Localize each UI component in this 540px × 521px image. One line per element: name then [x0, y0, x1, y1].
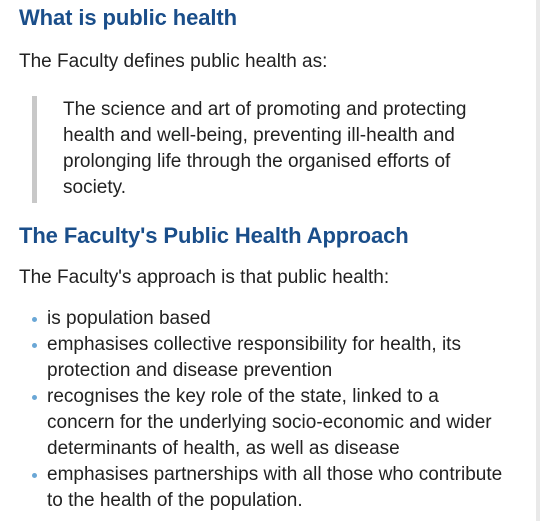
- list-item-text: recognises the key role of the state, linked to a concern for the underlying socio-economic and wider determinants of health, as well as disease: [47, 386, 492, 459]
- list-item: [25, 384, 505, 462]
- bullet-icon: [32, 317, 37, 322]
- list-item-text: emphasises collective responsibility for health, its protection and disease prevention: [47, 334, 461, 381]
- list-item: [25, 306, 505, 332]
- list-item: [25, 332, 505, 384]
- section-heading-what-is-public-health: What is public health: [19, 5, 237, 30]
- bullet-icon: [32, 343, 37, 348]
- approach-intro-paragraph: The Faculty's approach is that public health:: [19, 267, 390, 288]
- list-item-text: emphasises partnerships with all those who contribute to the health of the population.: [47, 464, 503, 511]
- bullet-icon: [32, 395, 37, 400]
- page-edge: [536, 0, 540, 521]
- definition-quote-text: The science and art of promoting and protecting health and well-being, preventing ill-health and prolonging life through the organised efforts of society.: [63, 99, 467, 198]
- section-heading-approach: The Faculty's Public Health Approach: [19, 223, 409, 248]
- definition-quote: [32, 96, 502, 203]
- list-item-text: is population based: [47, 308, 211, 329]
- intro-paragraph: The Faculty defines public health as:: [19, 51, 328, 72]
- list-item: [25, 462, 505, 514]
- approach-list: [25, 306, 505, 514]
- bullet-icon: [32, 473, 37, 478]
